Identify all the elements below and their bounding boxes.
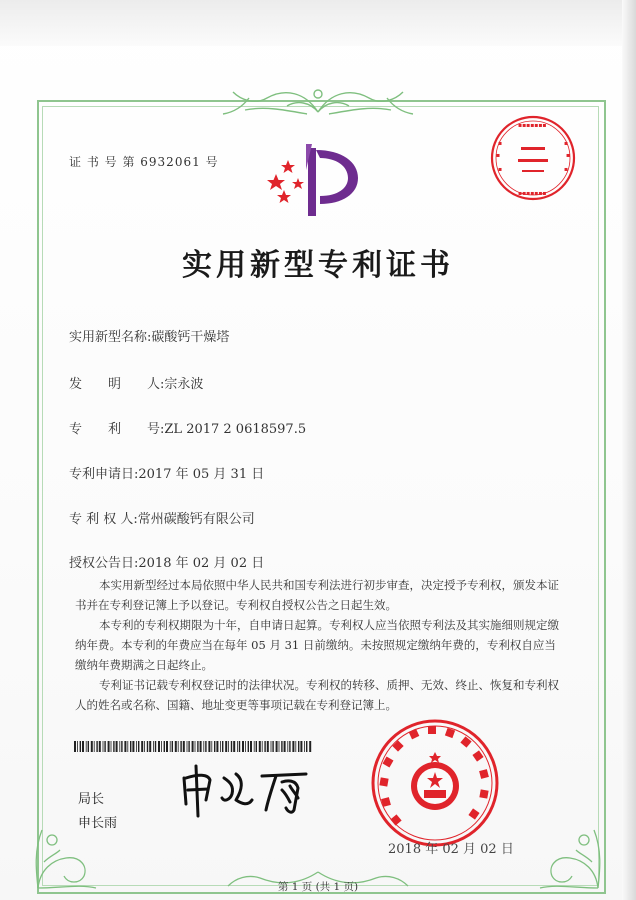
top-ornament bbox=[215, 84, 421, 116]
field-label: 授权公告日: bbox=[69, 556, 139, 571]
svg-text:▪: ▪ bbox=[496, 152, 501, 159]
field-label: 专 利 权 人: bbox=[69, 512, 138, 527]
field-utility-model-name bbox=[69, 326, 229, 345]
svg-text:▪: ▪ bbox=[564, 140, 569, 147]
handwritten-signature bbox=[178, 760, 318, 820]
field-value: 宗永波 bbox=[164, 377, 204, 392]
green-border-inner bbox=[42, 106, 599, 886]
national-ip-office-seal bbox=[370, 718, 500, 848]
patent-office-logo bbox=[262, 140, 366, 220]
svg-text:▪▪▪▪▪▪▪: ▪▪▪▪▪▪▪ bbox=[518, 190, 547, 197]
field-filing-date bbox=[69, 463, 264, 482]
scan-top-shadow bbox=[0, 0, 636, 46]
field-value: 常州碳酸钙有限公司 bbox=[137, 512, 255, 527]
field-patentee bbox=[69, 508, 255, 527]
signatory-name: 申长雨 bbox=[78, 816, 118, 831]
field-grant-date bbox=[69, 552, 264, 571]
field-inventor bbox=[69, 373, 203, 392]
field-patent-number bbox=[69, 418, 306, 437]
svg-text:▪▪▪▪▪▪▪: ▪▪▪▪▪▪▪ bbox=[518, 122, 547, 129]
corner-ornament-bottom-right bbox=[536, 800, 606, 890]
field-value: 2018 年 02 月 02 日 bbox=[138, 556, 265, 571]
svg-text:▪: ▪ bbox=[498, 140, 503, 147]
field-label: 专利申请日: bbox=[69, 467, 139, 482]
seal-date: 2018 年 02 月 02 日 bbox=[388, 842, 514, 857]
body-paragraph-term: 本专利的专利权期限为十年，自申请日起算。专利权人应当依照专利法及其实施细则规定缴纳年费。本专利的年费应当在每年 05 月 31 日前缴纳。未按照规定缴纳年费的，专利权自应当缴纳年费期满之日起终止。 bbox=[75, 618, 559, 672]
svg-text:▪: ▪ bbox=[564, 166, 569, 173]
certificate-number-value: 6932061 bbox=[140, 155, 201, 169]
certificate-number bbox=[69, 153, 219, 170]
certificate-body bbox=[75, 575, 565, 715]
svg-text:▪: ▪ bbox=[566, 152, 571, 159]
svg-text:▪: ▪ bbox=[498, 166, 503, 173]
certificate-number-suffix: 号 bbox=[205, 155, 219, 169]
page-number: 第 1 页 (共 1 页) bbox=[277, 881, 359, 893]
scan-edge-shadow bbox=[622, 0, 636, 900]
field-value: 2017 年 05 月 31 日 bbox=[138, 467, 265, 482]
field-value: ZL 2017 2 0618597.5 bbox=[164, 422, 307, 437]
certificate-title: 实用新型专利证书 bbox=[182, 248, 454, 283]
field-label: 专 利 号: bbox=[69, 422, 165, 437]
field-label: 发 明 人: bbox=[69, 377, 165, 392]
barcode bbox=[74, 741, 314, 752]
body-paragraph-grant: 本实用新型经过本局依照中华人民共和国专利法进行初步审查，决定授予专利权，颁发本证书并在专利登记簿上予以登记。专利权自授权公告之日起生效。 bbox=[75, 578, 559, 612]
agency-seal bbox=[488, 113, 578, 203]
field-value: 碳酸钙干燥塔 bbox=[151, 330, 230, 345]
certificate-number-label: 证 书 号 第 bbox=[69, 155, 136, 169]
body-paragraph-legal-status: 专利证书记载专利权登记时的法律状况。专利权的转移、质押、无效、终止、恢复和专利权人的姓名或名称、国籍、地址变更等事项记载在专利登记簿上。 bbox=[75, 678, 559, 712]
signatory-title: 局长 bbox=[78, 792, 105, 807]
field-label: 实用新型名称: bbox=[69, 330, 152, 345]
